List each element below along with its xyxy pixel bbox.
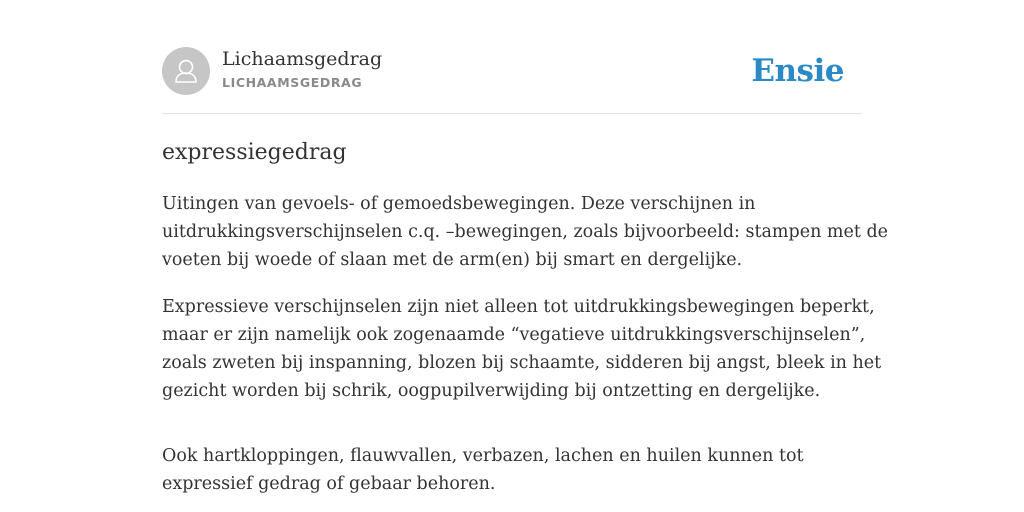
source-name[interactable]: Lichaamsgedrag	[222, 48, 383, 70]
paragraph-line: Ook hartkloppingen, flauwvallen, verbazen, lachen en huilen kunnen tot	[162, 446, 804, 466]
header-divider	[162, 113, 862, 114]
paragraph-line: maar er zijn namelijk ook zogenaamde “vegatieve uitdrukkingsverschijnselen”,	[162, 325, 866, 345]
paragraph-line: voeten bij woede of slaan met de arm(en) bij smart en dergelijke.	[162, 250, 743, 270]
paragraph-1	[162, 190, 889, 274]
paragraph-line: Expressieve verschijnselen zijn niet alleen tot uitdrukkingsbewegingen beperkt,	[162, 297, 875, 317]
paragraph-line: zoals zweten bij inspanning, blozen bij schaamte, sidderen bij angst, bleek in het	[162, 353, 882, 373]
paragraph-line: Uitingen van gevoels- of gemoedsbewegingen. Deze verschijnen in	[162, 194, 756, 214]
entry-term: expressiegedrag	[162, 140, 347, 165]
brand-logo[interactable]: Ensie	[751, 53, 844, 89]
paragraph-2	[162, 293, 882, 405]
paragraph-3	[162, 442, 867, 498]
entry-header	[162, 47, 862, 95]
source-subtitle[interactable]: LICHAAMSGEDRAG	[222, 75, 363, 90]
paragraph-line: expressief gedrag of gebaar behoren.	[162, 474, 496, 494]
entry-body	[162, 190, 889, 512]
paragraph-line: uitdrukkingsverschijnselen c.q. –bewegingen, zoals bijvoorbeeld: stampen met de	[162, 222, 889, 242]
paragraph-line: gezicht worden bij schrik, oogpupilverwijding bij ontzetting en dergelijke.	[162, 381, 821, 401]
user-icon	[162, 47, 210, 95]
source-avatar[interactable]	[162, 47, 210, 95]
